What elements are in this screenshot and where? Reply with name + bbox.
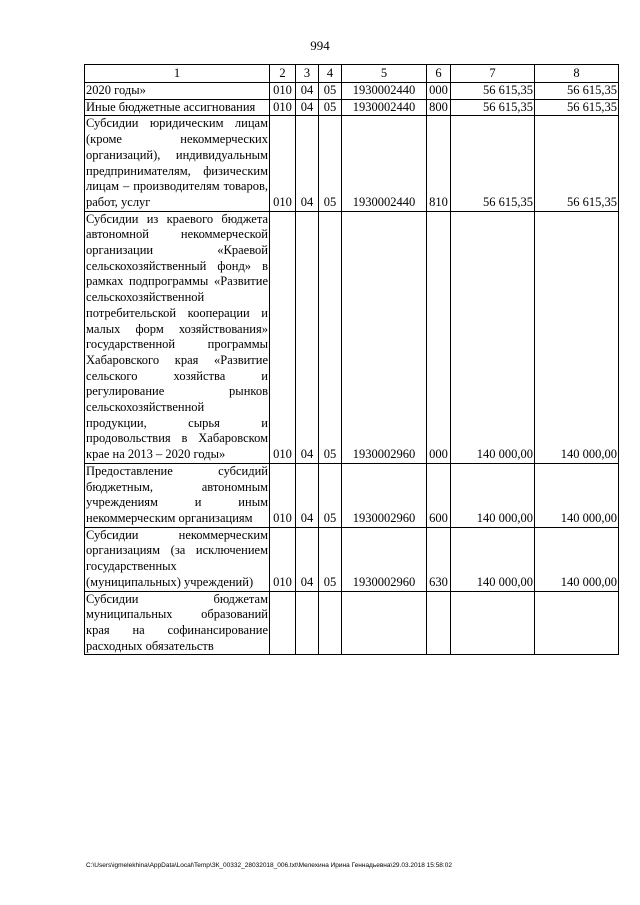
- page-number: 994: [310, 38, 330, 53]
- table-row: [85, 83, 619, 100]
- cell-section: 04: [296, 211, 319, 463]
- table-row: [85, 463, 619, 527]
- column-header: 1: [85, 65, 270, 83]
- cell-subsection: 05: [319, 211, 342, 463]
- cell-amount-1: 140 000,00: [451, 527, 535, 591]
- table-row: [85, 116, 619, 211]
- cell-target-code: 1930002440: [342, 116, 427, 211]
- table-row: [85, 211, 619, 463]
- cell-chapter: [270, 591, 296, 655]
- cell-chapter: 010: [270, 211, 296, 463]
- cell-target-code: 1930002960: [342, 211, 427, 463]
- cell-chapter: 010: [270, 527, 296, 591]
- cell-expense-type: 000: [427, 211, 451, 463]
- cell-amount-2: 140 000,00: [535, 211, 619, 463]
- column-header: 6: [427, 65, 451, 83]
- cell-expense-type: 810: [427, 116, 451, 211]
- cell-section: [296, 591, 319, 655]
- column-header: 7: [451, 65, 535, 83]
- row-name: Предоставление субсидий бюджетным, автономным учреждениям и иным некоммерческим организациям: [85, 463, 270, 527]
- cell-amount-1: 56 615,35: [451, 83, 535, 100]
- column-header: 4: [319, 65, 342, 83]
- cell-section: 04: [296, 527, 319, 591]
- row-name: Субсидии бюджетам муниципальных образований края на софинансирование расходных обязательств: [85, 591, 270, 655]
- cell-subsection: 05: [319, 116, 342, 211]
- cell-subsection: 05: [319, 99, 342, 116]
- cell-target-code: 1930002440: [342, 99, 427, 116]
- cell-amount-2: 56 615,35: [535, 116, 619, 211]
- cell-expense-type: [427, 591, 451, 655]
- cell-amount-1: 140 000,00: [451, 211, 535, 463]
- cell-section: 04: [296, 116, 319, 211]
- cell-expense-type: 630: [427, 527, 451, 591]
- cell-subsection: 05: [319, 83, 342, 100]
- cell-subsection: 05: [319, 527, 342, 591]
- cell-expense-type: 600: [427, 463, 451, 527]
- cell-chapter: 010: [270, 116, 296, 211]
- cell-section: 04: [296, 99, 319, 116]
- row-name: Субсидии юридическим лицам (кроме некоммерческих организаций), индивидуальным предпринимателям, физическим лицам – производителям товаров, работ, услуг: [85, 116, 270, 211]
- cell-amount-2: 56 615,35: [535, 83, 619, 100]
- cell-amount-1: [451, 591, 535, 655]
- cell-amount-2: 140 000,00: [535, 463, 619, 527]
- cell-expense-type: 800: [427, 99, 451, 116]
- table-row: [85, 99, 619, 116]
- cell-section: 04: [296, 463, 319, 527]
- column-header: 8: [535, 65, 619, 83]
- cell-target-code: [342, 591, 427, 655]
- column-header: 3: [296, 65, 319, 83]
- cell-chapter: 010: [270, 463, 296, 527]
- row-name: Субсидии некоммерческим организациям (за исключением государственных (муниципальных) учреждений): [85, 527, 270, 591]
- cell-target-code: 1930002960: [342, 527, 427, 591]
- budget-table: [84, 64, 619, 655]
- cell-chapter: 010: [270, 99, 296, 116]
- row-name: Иные бюджетные ассигнования: [85, 99, 270, 116]
- cell-amount-2: 140 000,00: [535, 527, 619, 591]
- column-header: 2: [270, 65, 296, 83]
- cell-amount-1: 56 615,35: [451, 99, 535, 116]
- cell-subsection: [319, 591, 342, 655]
- cell-section: 04: [296, 83, 319, 100]
- cell-target-code: 1930002440: [342, 83, 427, 100]
- cell-amount-2: [535, 591, 619, 655]
- table-row: [85, 527, 619, 591]
- cell-amount-1: 140 000,00: [451, 463, 535, 527]
- cell-chapter: 010: [270, 83, 296, 100]
- cell-amount-1: 56 615,35: [451, 116, 535, 211]
- table-header-row: [85, 65, 619, 83]
- column-header: 5: [342, 65, 427, 83]
- cell-target-code: 1930002960: [342, 463, 427, 527]
- row-name: Субсидии из краевого бюджета автономной некоммерческой организации «Краевой сельскохозяйственный фонд» в рамках подпрограммы «Развитие сельскохозяйственной потребительской кооперации и малых форм хозяйствования» государственной программы Хабаровского края «Развитие сельского хозяйства и регулирование рынков сельскохозяйственной продукции, сырья и продовольствия в Хабаровском крае на 2013 – 2020 годы»: [85, 211, 270, 463]
- row-name: 2020 годы»: [85, 83, 270, 100]
- cell-expense-type: 000: [427, 83, 451, 100]
- file-path-footer: C:\Users\igmelekhina\AppData\Local\Temp\ЗК_00332_28032018_006.txt\Мелехина Ирина Геннадьевна\29.03.2018 15:58:02: [86, 862, 452, 869]
- table-row: [85, 591, 619, 655]
- cell-subsection: 05: [319, 463, 342, 527]
- cell-amount-2: 56 615,35: [535, 99, 619, 116]
